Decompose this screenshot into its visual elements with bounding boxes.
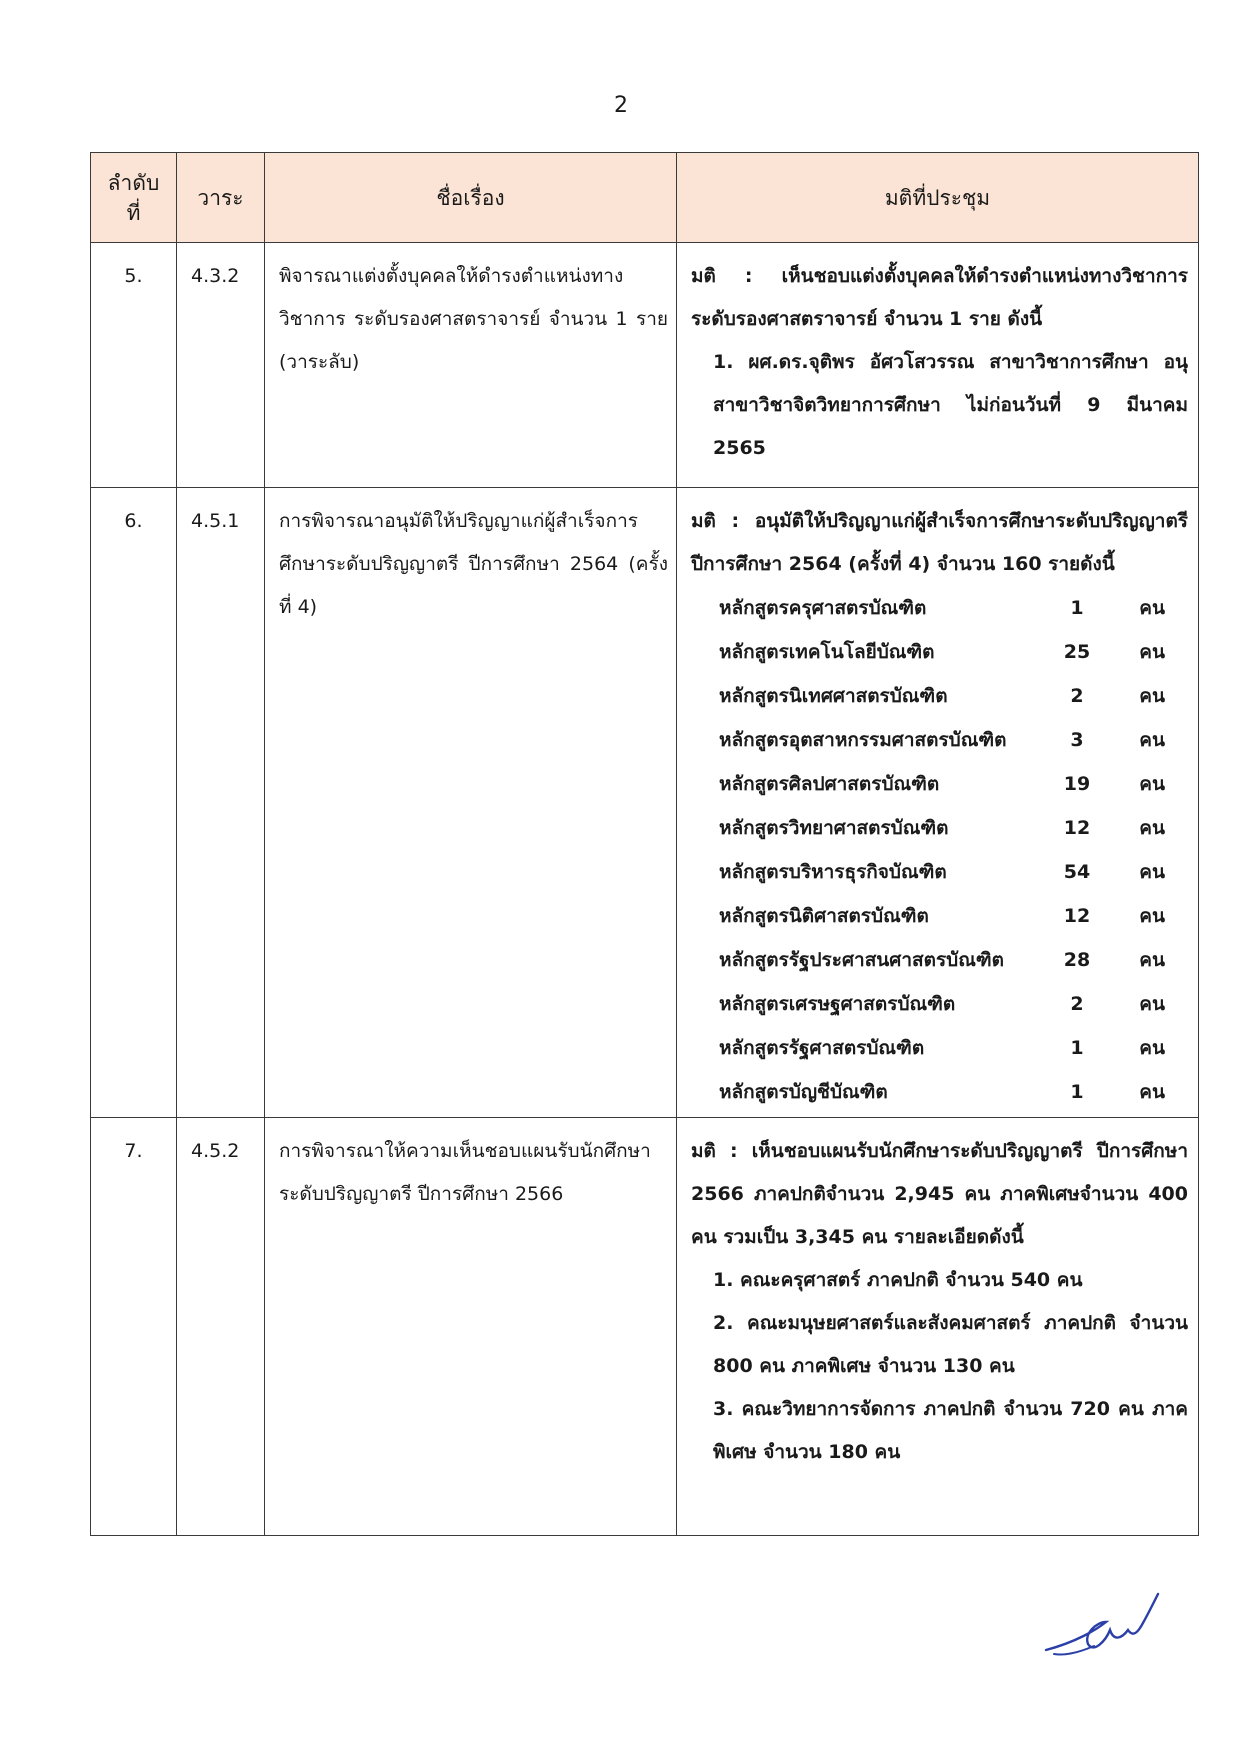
program-unit: คน [1139, 817, 1165, 839]
table-row [91, 243, 1199, 488]
program-row [691, 762, 1188, 806]
program-count: 2 [1070, 685, 1084, 707]
program-name: หลักสูตรเทคโนโลยีบัณฑิต [719, 641, 935, 663]
program-row [691, 718, 1188, 762]
program-unit: คน [1139, 1037, 1165, 1059]
program-count: 12 [1063, 905, 1091, 927]
program-row [691, 1070, 1188, 1114]
resolution-cell [677, 243, 1199, 488]
subject-text: การพิจารณาให้ความเห็นชอบแผนรับนักศึกษาระดับปริญญาตรี ปีการศึกษา 2566 [265, 1118, 677, 1536]
program-count: 3 [1070, 729, 1084, 751]
table-row [91, 1118, 1199, 1536]
subject-text: การพิจารณาอนุมัติให้ปริญญาแก่ผู้สำเร็จการศึกษาระดับปริญญาตรี ปีการศึกษา 2564 (ครั้งที่ 4) [265, 488, 677, 1118]
header-resolution: มติที่ประชุม [677, 153, 1199, 243]
program-row [691, 894, 1188, 938]
program-unit: คน [1139, 597, 1165, 619]
program-name: หลักสูตรบัญชีบัณฑิต [719, 1081, 888, 1103]
resolution-cell [677, 488, 1199, 1118]
program-unit: คน [1139, 685, 1165, 707]
program-row [691, 674, 1188, 718]
program-unit: คน [1139, 1081, 1165, 1103]
header-subject: ชื่อเรื่อง [265, 153, 677, 243]
program-row [691, 586, 1188, 630]
resolution-text: มติ : อนุมัติให้ปริญญาแก่ผู้สำเร็จการศึกษาระดับปริญญาตรี ปีการศึกษา 2564 (ครั้งที่ 4) จำนวน 160 รายดังนี้ [691, 510, 1188, 575]
resolution-cell [677, 1118, 1199, 1536]
agenda-number: 4.5.2 [177, 1118, 265, 1536]
resolutions-table [90, 152, 1199, 1536]
resolution-item: 1. คณะครุศาสตร์ ภาคปกติ จำนวน 540 คน [713, 1269, 1083, 1291]
program-count: 19 [1063, 773, 1091, 795]
program-count: 25 [1063, 641, 1091, 663]
program-name: หลักสูตรศิลปศาสตรบัณฑิต [719, 773, 940, 795]
program-name: หลักสูตรอุตสาหกรรมศาสตรบัณฑิต [719, 729, 1007, 751]
program-count: 1 [1070, 597, 1084, 619]
program-count: 2 [1070, 993, 1084, 1015]
table-header-row [91, 153, 1199, 243]
resolution-item: 2. คณะมนุษยศาสตร์และสังคมศาสตร์ ภาคปกติ จำนวน 800 คน ภาคพิเศษ จำนวน 130 คน [713, 1312, 1188, 1377]
program-name: หลักสูตรวิทยาศาสตรบัณฑิต [719, 817, 949, 839]
program-unit: คน [1139, 729, 1165, 751]
program-row [691, 1026, 1188, 1070]
resolution-item: 3. คณะวิทยาการจัดการ ภาคปกติ จำนวน 720 คน ภาคพิเศษ จำนวน 180 คน [713, 1398, 1188, 1463]
program-unit: คน [1139, 905, 1165, 927]
row-number: 6. [91, 488, 177, 1118]
program-unit: คน [1139, 773, 1165, 795]
program-row [691, 630, 1188, 674]
agenda-number: 4.5.1 [177, 488, 265, 1118]
resolution-item: 1. ผศ.ดร.จุติพร อัศวโสวรรณ สาขาวิชาการศึกษา อนุสาขาวิชาจิตวิทยาการศึกษา ไม่ก่อนวันที่ 9 มีนาคม 2565 [713, 351, 1188, 459]
program-unit: คน [1139, 861, 1165, 883]
row-number: 5. [91, 243, 177, 488]
table-row [91, 488, 1199, 1118]
program-row [691, 806, 1188, 850]
program-row [691, 938, 1188, 982]
program-unit: คน [1139, 993, 1165, 1015]
program-name: หลักสูตรนิเทศศาสตรบัณฑิต [719, 685, 948, 707]
program-unit: คน [1139, 949, 1165, 971]
header-no: ลำดับ ที่ [91, 153, 177, 243]
resolution-text: มติ : เห็นชอบแผนรับนักศึกษาระดับปริญญาตรี ปีการศึกษา 2566 ภาคปกติจำนวน 2,945 คน ภาคพิเศษจำนวน 400 คน รวมเป็น 3,345 คน รายละเอียดดังนี้ [691, 1140, 1188, 1248]
program-unit: คน [1139, 641, 1165, 663]
program-name: หลักสูตรครุศาสตรบัณฑิต [719, 597, 927, 619]
subject-text: พิจารณาแต่งตั้งบุคคลให้ดำรงตำแหน่งทางวิชาการ ระดับรองศาสตราจารย์ จำนวน 1 ราย (วาระลับ) [265, 243, 677, 488]
program-name: หลักสูตรบริหารธุรกิจบัณฑิต [719, 861, 947, 883]
program-row [691, 850, 1188, 894]
signature-icon [1036, 1582, 1166, 1672]
program-list [691, 586, 1188, 1114]
agenda-number: 4.3.2 [177, 243, 265, 488]
resolution-text: มติ : เห็นชอบแต่งตั้งบุคคลให้ดำรงตำแหน่งทางวิชาการ ระดับรองศาสตราจารย์ จำนวน 1 ราย ดังนี้ [691, 265, 1188, 330]
program-count: 1 [1070, 1081, 1084, 1103]
page-number: 2 [614, 93, 628, 118]
row-number: 7. [91, 1118, 177, 1536]
program-name: หลักสูตรรัฐศาสตรบัณฑิต [719, 1037, 925, 1059]
program-name: หลักสูตรรัฐประศาสนศาสตรบัณฑิต [719, 949, 1004, 971]
header-agenda: วาระ [177, 153, 265, 243]
program-count: 54 [1063, 861, 1091, 883]
program-name: หลักสูตรนิติศาสตรบัณฑิต [719, 905, 929, 927]
program-row [691, 982, 1188, 1026]
program-name: หลักสูตรเศรษฐศาสตรบัณฑิต [719, 993, 956, 1015]
program-count: 12 [1063, 817, 1091, 839]
program-count: 28 [1063, 949, 1091, 971]
program-count: 1 [1070, 1037, 1084, 1059]
